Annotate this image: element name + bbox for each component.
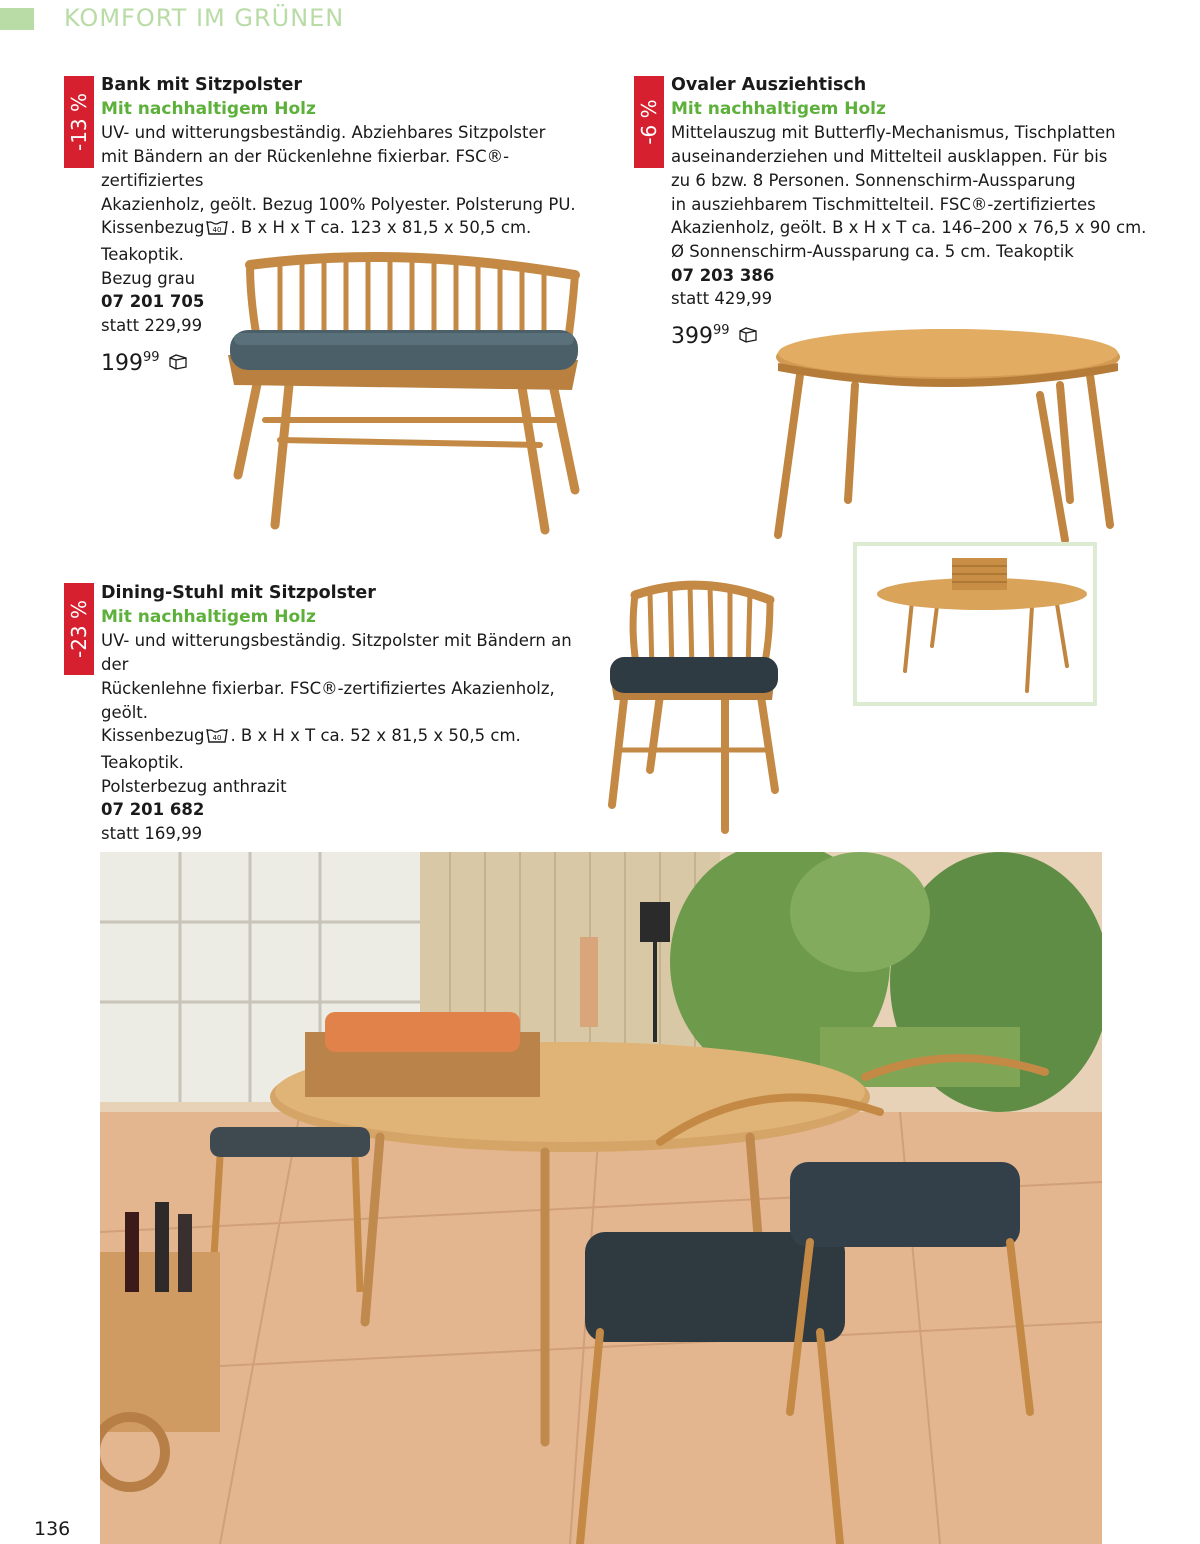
product-description: Mittelauszug mit Butterfly-Mechanismus, Tischplatten auseinanderziehen und Mittelteil ausklappen. Für bis zu 6 bzw. 8 Personen. Sonnenschirm-Aussparung in ausziehbarem Tischmittelteil. FSC®-zertifiziertes Akazienholz, geölt. B x H x T ca. 146–200 x 76,5 x 90 cm. Ø Sonnenschirm-Aussparung ca. 5 cm. Teakoptik <box>671 123 1147 261</box>
discount-label: -13 % <box>67 92 91 152</box>
header-accent-block <box>0 8 34 30</box>
discount-badge <box>64 76 94 168</box>
svg-text:40: 40 <box>212 226 222 235</box>
old-price: statt 429,99 <box>671 289 773 309</box>
price-main: 399 <box>671 324 713 350</box>
product-subtitle: Mit nachhaltigem Holz <box>671 98 886 119</box>
extended-table-thumbnail <box>853 542 1097 706</box>
section-title: KOMFORT IM GRÜNEN <box>64 4 345 32</box>
wash-symbol-icon <box>206 218 228 243</box>
old-price: statt 169,99 <box>101 824 203 844</box>
product-sku: 07 201 682 <box>101 800 205 820</box>
delivery-box-icon <box>168 350 188 378</box>
product-chair <box>101 582 601 886</box>
product-description <box>101 629 601 798</box>
product-title: Ovaler Ausziehtisch <box>671 75 867 95</box>
description-part-1: UV- und witterungsbeständig. Abziehbares Sitzpolster mit Bändern an der Rückenlehne fixierbar. FSC®-zertifiziertes Akazienholz, geölt. Bezug 100% Polyester. Polsterung PU. Kissenbezug <box>101 123 576 238</box>
product-title: Dining-Stuhl mit Sitzpolster <box>101 583 376 603</box>
lifestyle-photo <box>100 852 1102 1544</box>
page-number: 136 <box>34 1518 71 1540</box>
description-part-2: . B x H x T ca. 52 x 81,5 x 50,5 cm. Teakoptik. Polsterbezug anthrazit <box>101 726 521 796</box>
description-part-2: . B x H x T ca. 123 x 81,5 x 50,5 cm. Teakoptik. Bezug grau <box>101 218 532 288</box>
product-sku: 07 201 705 <box>101 292 205 312</box>
delivery-box-icon <box>738 323 758 351</box>
price-cents: 99 <box>713 323 730 339</box>
description-part-1: UV- und witterungsbeständig. Sitzpolster mit Bändern an der Rückenlehne fixierbar. FSC®-zertifiziertes Akazienholz, geölt. Kissenbezug <box>101 631 572 746</box>
product-title: Bank mit Sitzpolster <box>101 75 303 95</box>
wash-symbol-icon <box>206 726 228 751</box>
product-sku: 07 203 386 <box>671 265 775 285</box>
discount-badge <box>634 76 664 168</box>
bench-image <box>220 245 590 540</box>
product-table <box>671 74 1171 351</box>
table-image <box>770 325 1125 545</box>
product-subtitle: Mit nachhaltigem Holz <box>101 98 316 119</box>
discount-label: -6 % <box>637 99 661 145</box>
discount-label: -23 % <box>67 599 91 659</box>
price-main: 199 <box>101 350 143 376</box>
discount-badge <box>64 583 94 675</box>
product-subtitle: Mit nachhaltigem Holz <box>101 606 316 627</box>
price-cents: 99 <box>143 349 160 365</box>
old-price: statt 229,99 <box>101 316 203 336</box>
chair-image <box>600 575 785 837</box>
svg-text:40: 40 <box>212 734 222 743</box>
